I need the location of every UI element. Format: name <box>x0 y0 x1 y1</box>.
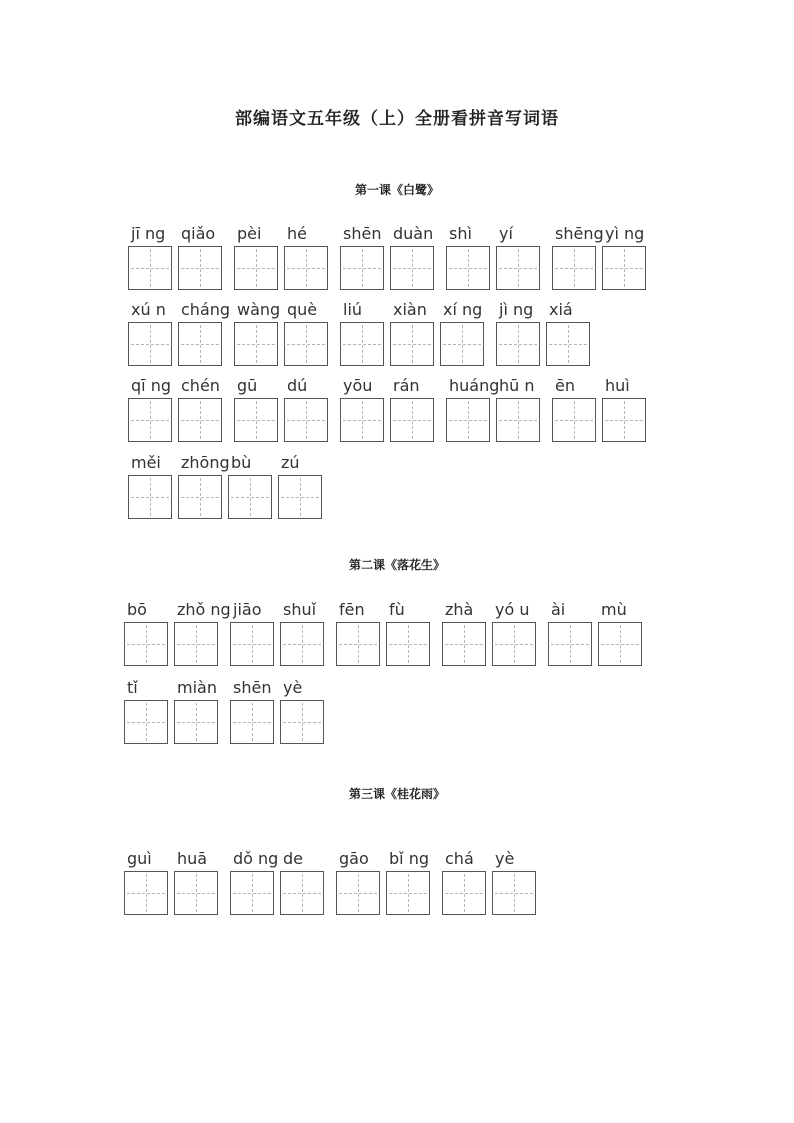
writing-box[interactable] <box>284 398 328 442</box>
word-group <box>442 847 536 927</box>
pinyin-syllable: zhà <box>445 600 474 619</box>
writing-box[interactable] <box>230 871 274 915</box>
word-group <box>496 298 590 378</box>
writing-box[interactable] <box>496 246 540 290</box>
pinyin-syllable: jī ng <box>131 224 166 243</box>
lesson-heading: 第一课《白鹭》 <box>354 183 439 197</box>
word-group <box>336 598 430 678</box>
word-group <box>234 374 328 454</box>
lesson-heading: 第三课《桂花雨》 <box>348 787 445 801</box>
writing-box[interactable] <box>446 398 490 442</box>
word-group <box>128 374 222 454</box>
word-group <box>230 598 324 678</box>
pinyin-syllable: yì ng <box>605 224 645 243</box>
pinyin-syllable: yí <box>499 224 513 243</box>
writing-box[interactable] <box>552 398 596 442</box>
writing-box[interactable] <box>598 622 642 666</box>
word-group <box>124 676 218 756</box>
writing-box[interactable] <box>174 622 218 666</box>
pinyin-syllable: shēn <box>233 678 272 697</box>
pinyin-syllable: gāo <box>339 849 369 868</box>
word-group <box>340 298 484 378</box>
pinyin-syllable: bǐ ng <box>389 849 429 868</box>
pinyin-syllable: bō <box>127 600 147 619</box>
pinyin-syllable: zú <box>281 453 300 472</box>
writing-box[interactable] <box>124 871 168 915</box>
pinyin-syllable: pèi <box>237 224 262 243</box>
pinyin-syllable: ài <box>551 600 566 619</box>
pinyin-syllable: yè <box>283 678 303 697</box>
pinyin-syllable: tǐ <box>127 678 138 697</box>
writing-box[interactable] <box>446 246 490 290</box>
pinyin-syllable: zhōng <box>181 453 230 472</box>
pinyin-syllable: shēn <box>343 224 382 243</box>
pinyin-syllable: chén <box>181 376 220 395</box>
word-group <box>124 847 218 927</box>
writing-box[interactable] <box>336 622 380 666</box>
writing-box[interactable] <box>442 622 486 666</box>
writing-box[interactable] <box>386 871 430 915</box>
writing-box[interactable] <box>390 322 434 366</box>
pinyin-syllable: shuǐ <box>283 600 317 619</box>
writing-box[interactable] <box>602 246 646 290</box>
word-row <box>128 298 602 378</box>
word-group <box>230 847 324 927</box>
writing-box[interactable] <box>174 871 218 915</box>
writing-box[interactable] <box>442 871 486 915</box>
writing-box[interactable] <box>386 622 430 666</box>
writing-box[interactable] <box>492 622 536 666</box>
pinyin-syllable: jì ng <box>499 300 534 319</box>
writing-box[interactable] <box>124 700 168 744</box>
lesson-heading: 第二课《落花生》 <box>348 558 445 572</box>
writing-box[interactable] <box>280 871 324 915</box>
pinyin-syllable: huā <box>177 849 208 868</box>
word-group <box>552 222 646 302</box>
writing-box[interactable] <box>124 622 168 666</box>
word-group <box>336 847 430 927</box>
pinyin-syllable: huì <box>605 376 630 395</box>
writing-box[interactable] <box>552 246 596 290</box>
word-group <box>340 374 434 454</box>
word-group <box>124 598 231 678</box>
pinyin-syllable: mù <box>601 600 627 619</box>
writing-box[interactable] <box>178 398 222 442</box>
writing-box[interactable] <box>336 871 380 915</box>
writing-box[interactable] <box>278 475 322 519</box>
writing-box[interactable] <box>178 246 222 290</box>
word-row <box>128 222 658 302</box>
word-group <box>446 374 540 454</box>
writing-box[interactable] <box>390 246 434 290</box>
writing-box[interactable] <box>228 475 272 519</box>
pinyin-syllable: fēn <box>339 600 365 619</box>
pinyin-syllable: qiǎo <box>181 224 216 243</box>
writing-box[interactable] <box>340 246 384 290</box>
word-group <box>234 222 328 302</box>
pinyin-syllable: hū n <box>499 376 535 395</box>
pinyin-syllable: měi <box>131 453 161 472</box>
pinyin-syllable: dǒ ng <box>233 849 279 868</box>
pinyin-syllable: rán <box>393 376 420 395</box>
pinyin-syllable: liú <box>343 300 363 319</box>
pinyin-syllable: yōu <box>343 376 373 395</box>
pinyin-syllable: hé <box>287 224 307 243</box>
writing-box[interactable] <box>280 622 324 666</box>
word-row <box>124 847 548 927</box>
page-title: 部编语文五年级（上）全册看拼音写词语 <box>235 109 559 129</box>
writing-box[interactable] <box>128 322 172 366</box>
writing-box[interactable] <box>440 322 484 366</box>
writing-box[interactable] <box>234 246 278 290</box>
word-row <box>128 451 334 531</box>
pinyin-syllable: zhǒ ng <box>177 600 231 619</box>
pinyin-syllable: ēn <box>555 376 575 395</box>
pinyin-syllable: yó u <box>495 600 530 619</box>
pinyin-syllable: de <box>283 849 303 868</box>
pinyin-syllable: xí ng <box>443 300 483 319</box>
pinyin-syllable: yè <box>495 849 515 868</box>
pinyin-syllable: huáng <box>449 376 500 395</box>
writing-box[interactable] <box>284 246 328 290</box>
pinyin-syllable: fù <box>389 600 405 619</box>
word-group <box>128 222 222 302</box>
writing-box[interactable] <box>230 622 274 666</box>
writing-box[interactable] <box>280 700 324 744</box>
writing-box[interactable] <box>174 700 218 744</box>
writing-box[interactable] <box>234 398 278 442</box>
pinyin-syllable: xiá <box>549 300 573 319</box>
writing-box[interactable] <box>128 475 172 519</box>
writing-box[interactable] <box>340 322 384 366</box>
writing-box[interactable] <box>496 322 540 366</box>
pinyin-syllable: xiàn <box>393 300 427 319</box>
writing-box[interactable] <box>178 322 222 366</box>
word-group <box>128 298 231 378</box>
word-group <box>128 451 322 531</box>
pinyin-syllable: qī ng <box>131 376 171 395</box>
word-group <box>446 222 540 302</box>
word-row <box>124 598 654 678</box>
word-group <box>552 374 646 454</box>
pinyin-syllable: shēng <box>555 224 604 243</box>
word-group <box>442 598 536 678</box>
word-group <box>548 598 642 678</box>
pinyin-syllable: jiāo <box>233 600 262 619</box>
writing-box[interactable] <box>128 398 172 442</box>
writing-box[interactable] <box>284 322 328 366</box>
pinyin-syllable: guì <box>127 849 152 868</box>
writing-box[interactable] <box>178 475 222 519</box>
writing-box[interactable] <box>128 246 172 290</box>
writing-box[interactable] <box>496 398 540 442</box>
word-row <box>128 374 658 454</box>
pinyin-syllable: chá <box>445 849 474 868</box>
writing-box[interactable] <box>546 322 590 366</box>
writing-box[interactable] <box>602 398 646 442</box>
pinyin-syllable: dú <box>287 376 308 395</box>
pinyin-syllable: xú n <box>131 300 166 319</box>
word-group <box>340 222 434 302</box>
pinyin-syllable: wàng <box>237 300 281 319</box>
writing-box[interactable] <box>492 871 536 915</box>
pinyin-syllable: gū <box>237 376 258 395</box>
pinyin-syllable: miàn <box>177 678 217 697</box>
writing-box[interactable] <box>234 322 278 366</box>
pinyin-syllable: duàn <box>393 224 434 243</box>
writing-box[interactable] <box>390 398 434 442</box>
word-group <box>234 298 328 378</box>
word-row <box>124 676 336 756</box>
pinyin-syllable: shì <box>449 224 472 243</box>
word-group <box>230 676 324 756</box>
writing-box[interactable] <box>548 622 592 666</box>
writing-box[interactable] <box>230 700 274 744</box>
pinyin-syllable: cháng <box>181 300 231 319</box>
pinyin-syllable: què <box>287 300 318 319</box>
pinyin-syllable: bù <box>231 453 252 472</box>
writing-box[interactable] <box>340 398 384 442</box>
